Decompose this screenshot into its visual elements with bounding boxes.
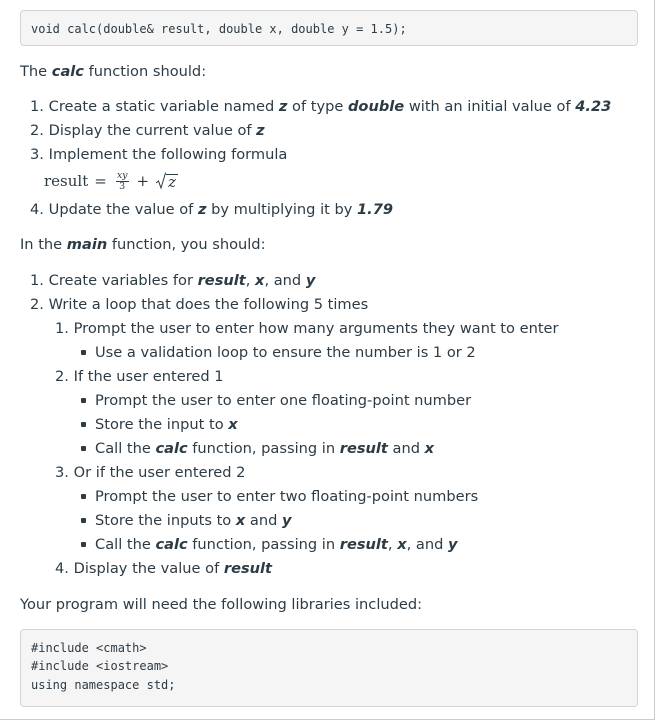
formula: result = $\frac{xy}{3}$ + z (44, 169, 177, 192)
loop-step-2-bullet-3: Call the calc function, passing in result and x (95, 440, 435, 457)
main-name: main (66, 236, 108, 253)
loop-step-3-bullet-1: Prompt the user to enter two floating-point numbers (95, 488, 479, 505)
calc-step-3: 3. Implement the following formula (30, 146, 288, 163)
bullet-icon (81, 446, 86, 451)
libraries-code: #include <cmath> #include <iostream> using namespace std; (20, 629, 638, 707)
sqrt-radical-icon (156, 172, 166, 190)
loop-step-3-bullet-2: Store the inputs to x and y (95, 512, 292, 529)
loop-step-1-bullet-1: Use a validation loop to ensure the number is 1 or 2 (95, 344, 476, 361)
loop-step-2-bullet-1: Prompt the user to enter one floating-point number (95, 392, 472, 409)
loop-step-3: 3. Or if the user entered 2 (55, 464, 246, 481)
bullet-icon (81, 542, 86, 547)
calc-step-4: 4. Update the value of z by multiplying it by 1.79 (30, 201, 394, 218)
function-signature-code: void calc(double& result, double x, double y = 1.5); (20, 10, 638, 46)
formula-lhs: result (44, 172, 89, 190)
bullet-icon (81, 422, 86, 427)
formula-sqrt: z (156, 172, 178, 190)
libraries-intro: Your program will need the following libraries included: (20, 596, 423, 613)
formula-fraction: $\frac{xy}{3}$ (116, 169, 128, 192)
loop-step-4: 4. Display the value of result (55, 560, 273, 577)
main-step-2: 2. Write a loop that does the following 5 times (30, 296, 369, 313)
calc-intro: The calc function should: (20, 63, 207, 80)
loop-step-1: 1. Prompt the user to enter how many arguments they want to enter (55, 320, 559, 337)
main-step-1: 1. Create variables for result, x, and y (30, 272, 316, 289)
main-intro: In the main function, you should: (20, 236, 266, 253)
loop-step-2-bullet-2: Store the input to x (95, 416, 238, 433)
bullet-icon (81, 518, 86, 523)
calc-step-1: 1. Create a static variable named z of type double with an initial value of 4.23 (30, 98, 612, 115)
bullet-icon (81, 350, 86, 355)
loop-step-3-bullet-3: Call the calc function, passing in result, x, and y (95, 536, 458, 553)
loop-step-2: 2. If the user entered 1 (55, 368, 224, 385)
bullet-icon (81, 398, 86, 403)
calc-step-2: 2. Display the current value of z (30, 122, 265, 139)
calc-name: calc (51, 63, 84, 80)
bullet-icon (81, 494, 86, 499)
